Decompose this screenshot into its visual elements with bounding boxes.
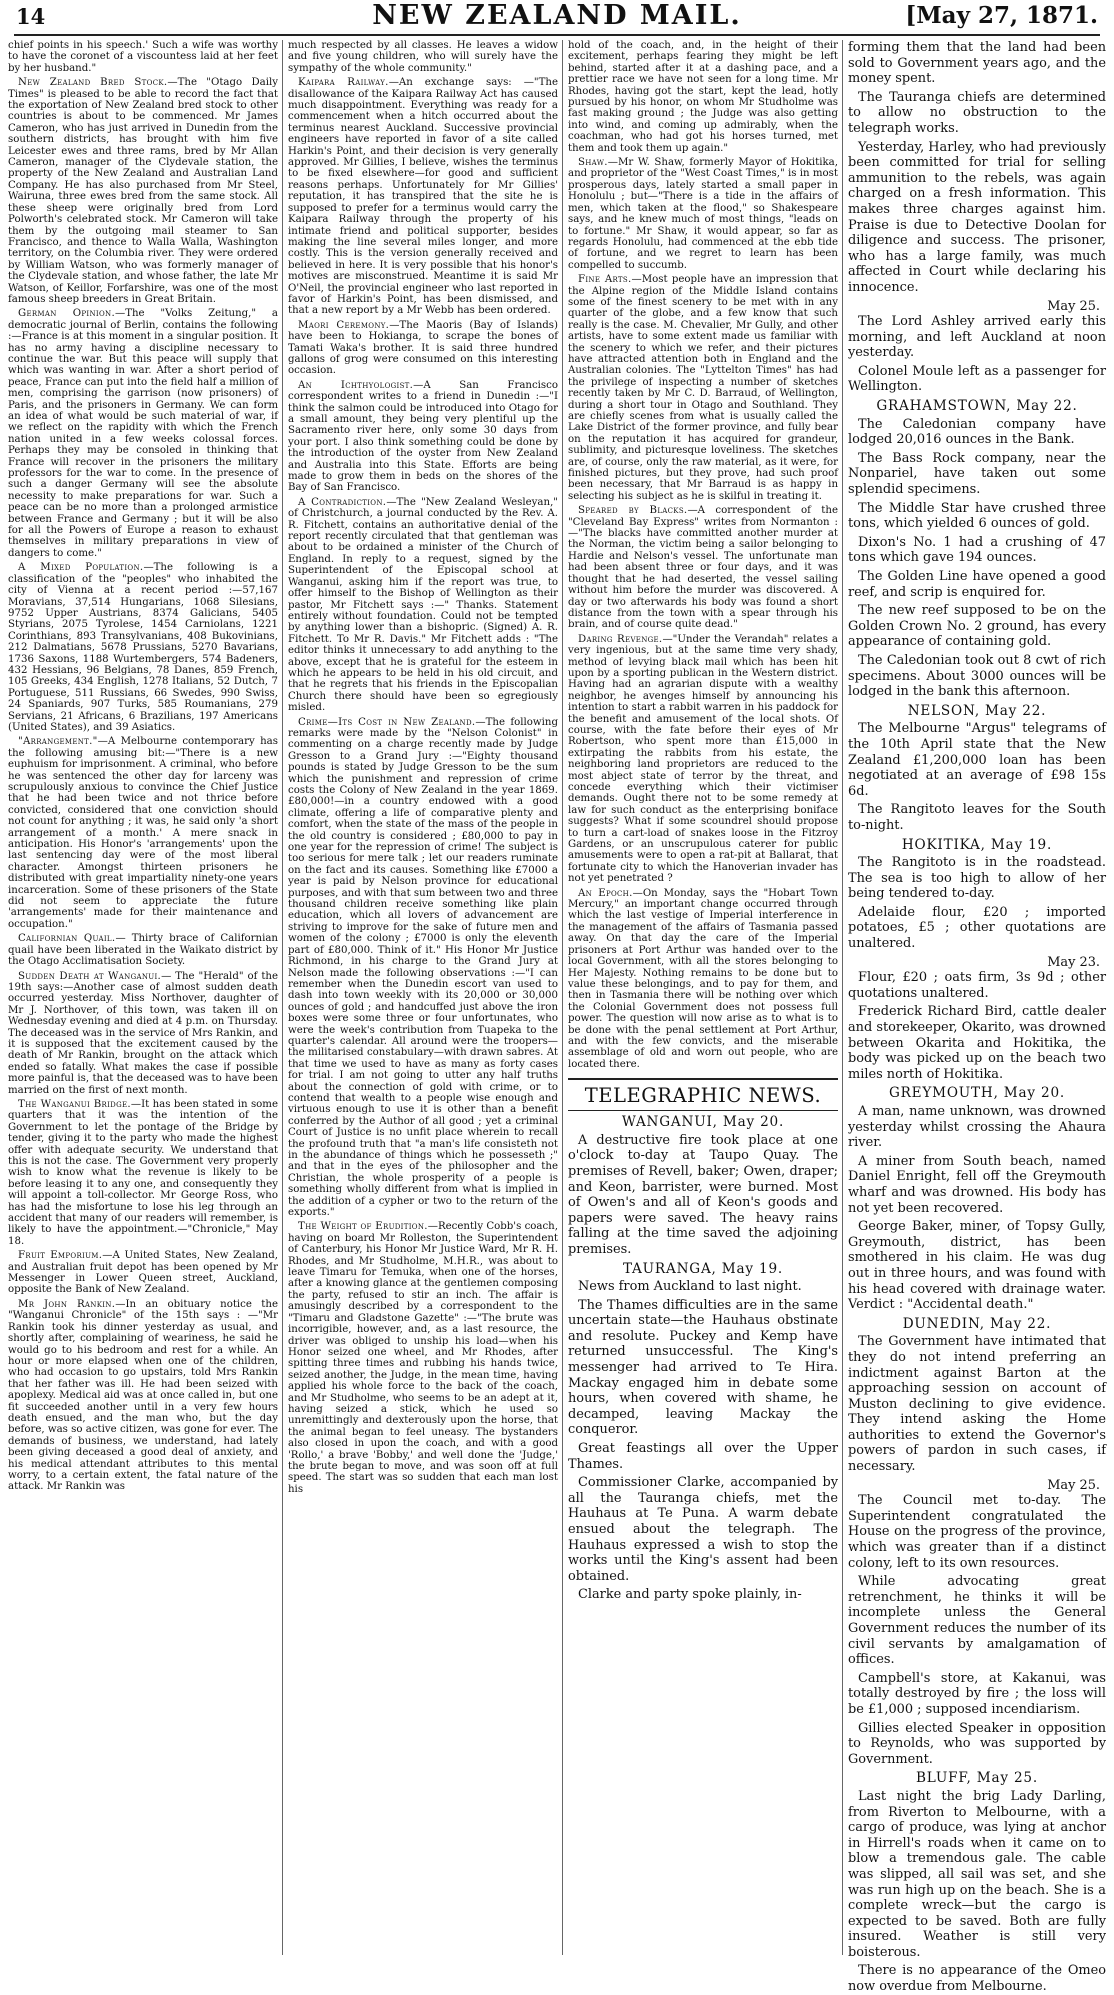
article-paragraph xyxy=(8,736,278,930)
article-text: —The "Otago Daily Times" is pleased to be able to record the fact that the exportation of New Zealand bred stock to other countries is about to be commenced. Mr James Cameron, who has just arrived in Dunedin from the southern districts, has brought with him five Leicester ewes and three rams, bred by Mr Allan Cameron, manager of the Clydevale station, the property of the New Zealand and Australian Land Company. He has also purchased from Mr Steel, Wairuna, three ewes bred from the same stock. All these sheep were originally bred from Lord Polworth's celebrated stock. Mr Cameron will take them by the outgoing mail steamer to San Francisco, and thence to Walla Walla, Washington territory, on the Columbia river. They were ordered by William Watson, who was formerly manager of the Clydevale station, and whose father, the late Mr Watson, of Keillor, Forfarshire, was one of the most famous sheep breeders in Great Britain. xyxy=(8,77,278,305)
article-paragraph xyxy=(288,77,558,317)
article-paragraph xyxy=(288,1221,558,1495)
dispatch-paragraph: forming them that the land had been sold to Government years ago, and the money spent. xyxy=(848,40,1106,87)
telegraphic-news-heading: TELEGRAPHIC NEWS. xyxy=(568,1078,838,1111)
dispatch-paragraph: The Thames difficulties are in the same uncertain state—the Hauhaus obstinate and resolute. Puckey and Kemp have returned unsuccessful. The King's messenger had arrived to Te Hira. Mackay engaged him in debate some hours, when covered with shame, he decamped, leaving Mackay the conqueror. xyxy=(568,1297,838,1438)
article-text: —A United States, New Zealand, and Australian fruit depot has been opened by Mr Messenger in Lower Queen street, Auckland, opposite the Bank of New Zealand. xyxy=(8,1250,279,1296)
article-text: much respected by all classes. He leaves a widow and five young children, who will surely have the sympathy of the whole community." xyxy=(288,40,558,74)
article-paragraph xyxy=(8,971,278,1096)
dispatch-paragraph: The Melbourne "Argus" telegrams of the 10th April state that the New Zealand £1,200,000 loan has been negotiated at an average of £98 15s 6d. xyxy=(848,721,1106,799)
article-heading: An Ichthyologist. xyxy=(298,379,414,391)
dispatch-paragraph: George Baker, miner, of Topsy Gully, Greymouth, district, has been smothered in his claim. He was dug out in three hours, and was found with his head covered with drainage water. Verdict : "Accidental death." xyxy=(848,1219,1106,1313)
dispatch-paragraph: The Tauranga chiefs are determined to allow no obstruction to the telegraph works. xyxy=(848,89,1106,136)
dispatch-date: May 25. xyxy=(1047,298,1100,314)
article-text: — Thirty brace of Californian quail have been liberated in the Waikato district by the Otago Acclimatisation Society. xyxy=(8,933,278,968)
dispatch-paragraph: Gillies elected Speaker in opposition to Reynolds, who was supported by Government. xyxy=(848,1720,1106,1767)
article-text: —"Under the Verandah" relates a very ingenious, but at the same time very shady, method of levying black mail which has been hit upon by a sporting publican in the Western district. Having had an agrarian dispute with a wealthy neighbor, he avenges himself by announcing his intention to start a rabbit warren in his paddock for the benefit and amusement of the local shots. Of course, with the fate before their eyes of Mr Robertson, who spent more than £15,000 in extirpating the rabbits from his estate, the neighboring land proprietors are reduced to the most abject state of terror by the threat, and concede everything which their victimiser demands. Ought there not to be some remedy at law for such conduct as the enterprising boniface suggests? What if some scoundrel should propose to turn a cart-load of snakes loose in the Fitzroy Gardens, or an unscrupulous caterer for public amusements were to open a rat-pit at Ballarat, that fortunate city to which the Hanoverian invader has not yet penetrated ? xyxy=(568,633,839,885)
dispatch-paragraph: A man, name unknown, was drowned yesterday whilst crossing the Ahaura river. xyxy=(848,1104,1106,1151)
article-heading: Fine Arts. xyxy=(578,274,632,286)
article-heading: Crime—Its Cost in New Zealand. xyxy=(298,716,476,728)
dispatch-paragraph: The Caledonian took out 8 cwt of rich specimens. About 3000 ounces will be lodged in the bank this afternoon. xyxy=(848,652,1106,700)
article-text: hold of the coach, and, in the height of their excitement, perhaps fearing they might be left behind, started after it at a dashing pace, and a prettier race we have not seen for a long time. Mr Rhodes, having got the start, kept the lead, hotly pursued by his honor, on whom Mr Studholme was fast making ground ; the Judge was also getting into wind, and coming up admirably, when the coachman, who had got his horses turned, met them and took them up again." xyxy=(568,40,838,154)
dispatch-paragraph: The Government have intimated that they do not intend preferring an indictment against Barton at the approaching session on account of Muston declining to give evidence. They intend asking the Home authorities to extend the Governor's powers of pardon in such cases, if necessary. xyxy=(848,1334,1106,1475)
article-heading: New Zealand Bred Stock. xyxy=(18,77,168,89)
dispatch-paragraph: News from Auckland to last night. xyxy=(578,1279,802,1295)
dispatch-paragraph: A destructive fire took place at one o'clock to-day at Taupo Quay. The premises of Revell, baker; Owen, draper; and Keon, barrister, were burned. Most of Owen's and all of Keon's goods and papers were saved. The heavy rains falling at the time saved the adjoining premises. xyxy=(568,1132,838,1257)
article-text: —In an obituary notice the "Wanganui Chronicle" of the 15th says : —"Mr Rankin took his dinner yesterday as usual, and shortly after, complaining of weariness, he said he would go to his bedroom and rest for a while. An hour or more elapsed when one of the children, who had occasion to go upstairs, told Mrs Rankin that her father was ill. He had been seized with apoplexy. Medical aid was at once called in, but one fit succeeded another until in a very few hours death ensued, and the man who, but the day before, was so active citizen, was gone for ever. The demands of business, we understand, had lately been giving deceased a good deal of anxiety, and his medical attendant attributes to this mental worry, to a certain extent, the fatal nature of the attack. Mr Rankin was xyxy=(8,1298,278,1493)
dispatch-paragraph: Colonel Moule left as a passenger for Wellington. xyxy=(848,363,1106,395)
newspaper-title: NEW ZEALAND MAIL. xyxy=(372,0,742,31)
dispatch-dateline: NELSON, May 22. xyxy=(907,702,1047,719)
page-number: 14 xyxy=(16,4,46,29)
article-text: —Most people have an impression that the Alpine region of the Middle Island contains some of the finest scenery to be met with in any quarter of the globe, and a few know that such really is the case. M. Chevalier, Mr Gully, and other artists, have to some extent made us familiar with the scenery to which we refer, and their pictures have attracted attention both in England and the Australian colonies. The "Lyttelton Times" has had the privilege of inspecting a number of sketches recently taken by Mr C. D. Barraud, of Wellington, during a short tour in Otago and Southland. They are chiefly scenes from what is usually called the Lake District of the former province, and fully bear on the reputation it has acquired for grandeur, sublimity, and picturesque loveliness. The sketches are, of course, only the raw material, as it were, for finished pictures, but they prove, had such proof been necessary, that Mr Barraud is as happy in selecting his subject as he is skilful in treating it. xyxy=(568,274,838,502)
article-paragraph xyxy=(8,1299,278,1493)
article-heading: Fruit Emporium. xyxy=(18,1250,103,1262)
dispatch-dateline: GRAHAMSTOWN, May 22. xyxy=(876,398,1078,415)
telegraphic-news-section xyxy=(568,1078,838,1603)
article-paragraph xyxy=(568,634,838,885)
masthead xyxy=(14,0,1100,36)
article-heading: A Mixed Population. xyxy=(18,562,144,574)
article-text: —On Monday, says the "Hobart Town Mercury," an important change occurred through which the last vestige of Imperial interference in the management of the affairs of Tasmania passed away. On that day the care of the Imperial prisoners at Port Arthur was handed over to the local Government, with all the stores belonging to Her Majesty. Nothing remains to be done but to value these belongings, and to pay for them, and then in Tasmania there will be nothing over which the Colonial Government does not possess full power. The question will now arise as to what is to be done with the penal settlement at Port Arthur, and with the few convicts, and the miserable assemblage of old and worn out people, who are located there. xyxy=(568,887,838,1070)
article-heading: Kaipara Railway. xyxy=(298,77,389,89)
article-heading: The Weight of Erudition. xyxy=(298,1221,428,1233)
article-heading: "Arrangement." xyxy=(18,736,98,748)
article-text: —The "Volks Zeitung," a democratic journal of Berlin, contains the following :—France is at this moment in a singular position. It has no army having a discipline necessary to continue the war. But this peace will supply that which was wanting in war. After a short period of peace, France can put into the field half a million of men, comprising the garrison (now prisoners) of Paris, and the prisoners in Germany. We can form an idea of what would be such material of war, if we reflect on the rapidity with which the French nation united in a few weeks colossal forces. Perhaps they may be consoled in thinking that France will recover in the prisoners the military professors for the war to come. In the presence of such a danger Germany will see the absolute necessity to make preparations for war. Such a peace can be no more than a prolonged armistice between France and Germany ; but it will be also for all the Powers of Europe a reason to exhaust themselves in military preparations in view of dangers to come." xyxy=(8,308,278,559)
dispatch-dateline: WANGANUI, May 20. xyxy=(621,1114,785,1131)
article-paragraph xyxy=(8,933,278,967)
article-paragraph xyxy=(568,274,838,502)
column-4 xyxy=(848,40,1106,1995)
dispatch-paragraph: The Middle Star have crushed three tons, which yielded 6 ounces of gold. xyxy=(848,500,1106,532)
article-paragraph xyxy=(8,308,278,559)
dispatch-paragraph: Dixon's No. 1 had a crushing of 47 tons which gave 194 ounces. xyxy=(848,534,1106,566)
article-paragraph xyxy=(8,1250,278,1296)
dispatch-paragraph: Last night the brig Lady Darling, from Riverton to Melbourne, with a cargo of produce, was lying at anchor in Hirrell's roads when it came on to blow a tremendous gale. The cable was slipped, all sail was set, and she was run high up on the beach. She is a complete wreck—but the cargo is expected to be saved. Both are fully insured. Weather is still very boisterous. xyxy=(848,1788,1106,1960)
article-paragraph xyxy=(568,505,838,630)
article-paragraph xyxy=(8,1099,278,1247)
article-paragraph xyxy=(288,380,558,494)
article-heading: A Contradiction. xyxy=(298,496,387,508)
article-heading: Shaw. xyxy=(578,157,608,169)
article-text: —An exchange says: —"The disallowance of the Kaipara Railway Act has caused much disappointment. Everything was ready for a commencement when a hitch occurred about the terminus nearest Auckland. Successive provincial engineers have reported in favor of a site called Harkin's Point, and their decision is very generally approved. Mr Gillies, I believe, wishes the terminus to be fixed elsewhere—for good and sufficient reasons perhaps. Unfortunately for Mr Gillies' reputation, it has transpired that the site he is supposed to prefer for a terminus would carry the Kaipara Railway through the property of his intimate friend and political supporter, besides making the line several miles longer, and more costly. This is the version generally received and believed in here. It is very possible that his honor's motives are misconstrued. Meantime it is said Mr O'Neil, the provincial engineer who last reported in favor of Harkin's Point, has been dismissed, and that a new report by a Mr Webb has been ordered. xyxy=(288,77,558,317)
article-heading: Maori Ceremony. xyxy=(298,319,390,331)
dispatch-paragraph: The Rangitoto leaves for the South to-night. xyxy=(848,802,1106,833)
article-heading: The Wanganui Bridge. xyxy=(18,1098,131,1110)
article-text: —Recently Cobb's coach, having on board Mr Rolleston, the Superintendent of Canterbury, his Honor Mr Justice Ward, Mr R. H. Rhodes, and Mr Studholme, M.H.R., was about to leave Timaru for Temuka, when one of the horses, after a knowing glance at the gentlemen composing the party, refused to stir an inch. The affair is amusingly described by a correspondent to the "Timaru and Gladstone Gazette" :—"The brute was incorrigible, however, and, as a last resource, the driver was obliged to unship his load—when his Honor seized one wheel, and Mr Rhodes, after spitting three times and rubbing his hands twice, seized another, the Judge, in the mean time, having applied his whole force to the back of the coach, and Mr Studholme, who seems to be an adept at it, having seized a stick, which he used so unremittingly and dexterously upon the horse, that the animal began to feel uneasy. The bystanders also closed in upon the coach, and with a good 'Rollo,' a brave 'Bobby,' and well done the 'Judge,' the brute began to move, and was soon off at full speed. The start was so sudden that each man lost his xyxy=(288,1221,558,1495)
dispatch-paragraph: The Caledonian company have lodged 20,016 ounces in the Bank. xyxy=(848,416,1106,448)
dispatch-paragraph: Adelaide flour, £20 ; imported potatoes, £5 ; other quotations are unaltered. xyxy=(848,904,1106,952)
dispatch-paragraph: Clarke and party spoke plainly, in- xyxy=(578,1587,802,1603)
column-3 xyxy=(568,40,838,1955)
dispatch-paragraph: Flour, £20 ; oats firm, 3s 9d ; other quotations unaltered. xyxy=(848,970,1106,1001)
article-paragraph xyxy=(8,40,278,74)
article-paragraph xyxy=(288,497,558,714)
dispatch-date: May 23. xyxy=(1047,954,1100,970)
article-paragraph xyxy=(288,40,558,74)
article-heading: Speared by Blacks. xyxy=(578,505,688,517)
article-text: —The following remarks were made by the "Nelson Colonist" in commenting on a charge recently made by Judge Gresson to a Grand Jury :—"Eighty thousand pounds is stated by Judge Gresson to be the sum which the punishment and repression of crime costs the Colony of New Zealand in the year 1869. £80,000!—in a country endowed with a good climate, offering a life of comparative plenty and comfort, when the state of the mass of the people in the old country is considered ; £80,000 to pay in one year for the repression of crime! The subject is too serious for mere talk ; let our readers ruminate on the fact and its causes. Something like £7000 a year is paid by Nelson province for educational purposes, and with that sum between two and three thousand children receive something like plain education, which all lovers of advancement are striving to improve for the sake of future men and women of the colony ; £7000 is only the eleventh part of £80,000. Think of it." His Honor Mr Justice Richmond, in his charge to the Grand Jury at Nelson made the following observations :—"I can remember when the Dunedin escort van used to dash into town weekly with its 20,000 or 30,000 ounces of gold ; and handcuffed just above the iron boxes were some three or four unfortunates, who were the week's contribution from Tuapeka to the quarter's calendar. All around were the troopers—the militarised constabulary—with drawn sabres. At that time we used to have as many as forty cases for trial. I am not going to utter any half truths about the connection of gold with crime, or to contend that wealth to a people wise enough and virtuous enough to use it is other than a benefit conferred by the Author of all good ; yet a criminal Court of Justice is no unfit place wherein to recall the profound truth that "a man's life consisteth not in the abundance of things which he possesseth ;" and that in the eyes of the philosopher and the Christian, the whole prosperity of a people is something wholly different from what is implied in the addition of a cypher or two to the return of the exports." xyxy=(288,716,558,1219)
article-heading: An Epoch. xyxy=(578,887,633,899)
article-paragraph xyxy=(568,40,838,154)
dispatch-paragraph: Great feastings all over the Upper Thames. xyxy=(568,1441,838,1472)
article-heading: German Opinion. xyxy=(18,308,115,320)
article-heading: Mr John Rankin. xyxy=(18,1298,116,1310)
column-2 xyxy=(288,40,558,1955)
dispatch-paragraph: There is no appearance of the Omeo now overdue from Melbourne. xyxy=(848,1963,1106,1995)
article-text: —A correspondent of the "Cleveland Bay Express" writes from Normanton :—"The blacks have committed another murder at the Norman, the victim being a sailor belonging to Hardie and Nelson's vessel. The unfortunate man had been absent three or four days, and it was thought that he had deserted, the vessel sailing without him before the murder was discovered. A day or two afterwards his body was found a short distance from the town with a spear through his brain, and of course quite dead." xyxy=(568,505,838,631)
column-rule xyxy=(282,40,283,1955)
dispatch-dateline: TAURANGA, May 19. xyxy=(622,1260,784,1277)
article-paragraph xyxy=(568,157,838,271)
article-paragraph xyxy=(8,562,278,733)
dispatch-paragraph: The new reef supposed to be on the Golden Crown No. 2 ground, has every appearance of containing gold. xyxy=(848,603,1106,650)
article-text: —Mr W. Shaw, formerly Mayor of Hokitika, and proprietor of the "West Coast Times," is in most prosperous days, lately started a small paper in Honolulu ; but—"There is a tide in the affairs of men, which taken at the flood," so Shakespeare says, and he knew much of most things, "leads on to fortune." Mr Shaw, it would appear, so far as regards Honolulu, had commenced at the ebb tide of fortune, and we regret to learn has been compelled to succumb. xyxy=(568,157,838,271)
dispatch-dateline: GREYMOUTH, May 20. xyxy=(888,1085,1066,1102)
column-rule xyxy=(842,40,843,1955)
article-paragraph xyxy=(568,888,838,1071)
article-paragraph xyxy=(288,717,558,1219)
column-rule xyxy=(562,40,563,1955)
dispatch-paragraph: The Bass Rock company, near the Nonpariel, have taken out some splendid specimens. xyxy=(848,450,1106,498)
dispatch-paragraph: A miner from South beach, named Daniel Enright, fell off the Greymouth wharf and was drowned. His body has not yet been recovered. xyxy=(848,1153,1106,1216)
dispatch-paragraph: Campbell's store, at Kakanui, was totally destroyed by fire ; the loss will be £1,000 ; supposed incendiarism. xyxy=(848,1670,1106,1717)
dispatch-paragraph: The Golden Line have opened a good reef, and scrip is enquired for. xyxy=(848,569,1106,600)
article-text: —The Maoris (Bay of Islands) have been to Hokianga, to scrape the bones of Tamati Waka's brother. It is said three hundred gallons of grog were consumed on this interesting occasion. xyxy=(288,319,558,377)
column-1 xyxy=(8,40,278,1955)
article-text: — The "Herald" of the 19th says:—Another case of almost sudden death occurred yesterday. Miss Northover, daughter of Mr J. Northover, of this town, was taken ill on Wednesday evening and died at 4 p.m. on Thursday. The deceased was in the service of Mrs Rankin, and it is supposed that the excitement caused by the death of Mr Rankin, brought on the attack which ended so fatally. What makes the case if possible more painful is, that the deceased was to have been married on the first of next month. xyxy=(8,970,278,1096)
article-text: —The following is a classification of the "peoples" who inhabited the city of Vienna at a recent period :—57,167 Moravians, 37,514 Hungarians, 1068 Silesians, 9752 Upper Austrians, 8374 Galicians, 5405 Styrians, 2075 Tyrolese, 1454 Carniolans, 1221 Corinthians, 893 Transylvanians, 408 Bukovinians, 212 Dalmatians, 5678 Prussians, 5270 Bavarians, 1736 Saxons, 1188 Wurtembergers, 574 Badeners, 432 Hessians, 96 Belgians, 78 Danes, 859 French, 105 Greeks, 434 English, 1278 Italians, 52 Dutch, 7 Portuguese, 511 Russians, 66 Swedes, 990 Swiss, 24 Spaniards, 907 Turks, 585 Roumanians, 279 Servians, 21 Africans, 6 Brazilians, 197 Americans (United States), and 39 Asiatics. xyxy=(8,562,278,733)
dispatch-paragraph: Frederick Richard Bird, cattle dealer and storekeeper, Okarito, was drowned between Okarita and Hokitika, the body was picked up on the beach two miles north of Hokitika. xyxy=(848,1004,1106,1082)
dispatch-date: May 25. xyxy=(1047,1477,1100,1493)
dispatch-paragraph: The Council met to-day. The Superintendent congratulated the House on the progress of the province, which was greater than if a distinct colony, left to its own resources. xyxy=(848,1493,1106,1571)
article-text: —The "New Zealand Wesleyan," of Christchurch, a journal conducted by the Rev. A. R. Fitchett, contains an authoritative denial of the report recently circulated that that gentleman was about to be ordained a minister of the Church of England. In reply to a request, signed by the Superintendent of the Episcopal school at Wanganui, asking him if the report was true, to offer himself to the Bishop of Wellington as their pastor, Mr Fitchett says :—" Thanks. Statement entirely without foundation. Could not be tempted by anything lower than a bishopric. (Signed) A. R. Fitchett. To Mr R. Davis." Mr Fitchett adds : "The editor thinks it unnecessary to add anything to the above, except that he is grateful for the esteem in which he appears to be held in his old circuit, and that he regrets that his friends in the Episcopalian Church there should have been so egregiously misled. xyxy=(288,496,558,714)
dispatch-paragraph: Yesterday, Harley, who had previously been committed for trial for selling ammunition to the rebels, was again charged on a fresh information. This makes three charges against him. Praise is due to Detective Doolan for diligence and success. The prisoner, who has a large family, was much affected in Court while declaring his innocence. xyxy=(848,139,1106,295)
article-text: —It has been stated in some quarters that it was the intention of the Government to let the pontage of the Bridge by tender, giving it to the party who made the highest offer with adequate security. We understand that this is not the case. The Government very properly wish to know what the revenue is likely to be before leasing it to any one, and consequently they will appoint a toll-collector. Mr George Ross, who has had the misfortune to lose his leg through an accident that many of our readers will remember, is likely to have the appointment.—"Chronicle," May 18. xyxy=(8,1098,278,1247)
article-text: chief points in his speech.' Such a wife was worthy to have the coronet of a viscountess laid at her feet by her husband." xyxy=(8,40,278,74)
dispatch-dateline: BLUFF, May 25. xyxy=(916,1770,1038,1787)
dispatch-paragraph: Commissioner Clarke, accompanied by all the Tauranga chiefs, met the Hauhaus at Te Puna. A warm debate ensued about the telegraph. The Hauhaus expressed a wish to stop the works until the King's assent had been obtained. xyxy=(568,1475,838,1584)
dispatch-dateline: DUNEDIN, May 22. xyxy=(902,1315,1052,1332)
article-text: —A Melbourne contemporary has the following amusing bit:—"There is a new euphuism for imprisonment. A criminal, who before he was sentenced the other day for larceny was scrupulously anxious to convince the Chief Justice that he had been twice and not thrice before convicted, considered that one conviction should not count for anything ; it was, he said only 'a short arrangement of a month.' A mere snack in anticipation. His Honor's 'arrangements' upon the last sentencing day were of the most liberal character. Amongst thirteen prisoners he distributed with great impartiality ninety-one years incarceration. Some of these prisoners of the State did not seem to appreciate the future 'arrangements' made for their maintenance and occupation." xyxy=(8,736,278,930)
article-paragraph xyxy=(8,77,278,305)
dispatch-dateline: HOKITIKA, May 19. xyxy=(901,836,1053,853)
issue-date: [May 27, 1871. xyxy=(905,2,1098,29)
article-text: —A San Francisco correspondent writes to a friend in Dunedin :—"I think the salmon could be introduced into Otago for a small amount, they being very plentiful up the Sacramento river here, only some 30 days from your port. I also think something could be done by the introduction of the oyster from New Zealand and Australia into this State. Efforts are being made to grow them in beds on the shores of the Bay of San Francisco. xyxy=(288,379,558,494)
dispatch-paragraph: The Lord Ashley arrived early this morning, and left Auckland at noon yesterday. xyxy=(848,314,1106,361)
article-heading: Daring Revenge. xyxy=(578,633,663,645)
dispatch-paragraph: The Rangitoto is in the roadstead. The sea is too high to allow of her being tendered to-day. xyxy=(848,855,1106,902)
article-paragraph xyxy=(288,320,558,377)
article-heading: Californian Quail. xyxy=(18,933,116,945)
article-heading: Sudden Death at Wanganui. xyxy=(18,970,162,982)
dispatch-paragraph: While advocating great retrenchment, he thinks it will be incomplete unless the General Government reduces the number of its civil servants by amalgamation of offices. xyxy=(848,1574,1106,1668)
